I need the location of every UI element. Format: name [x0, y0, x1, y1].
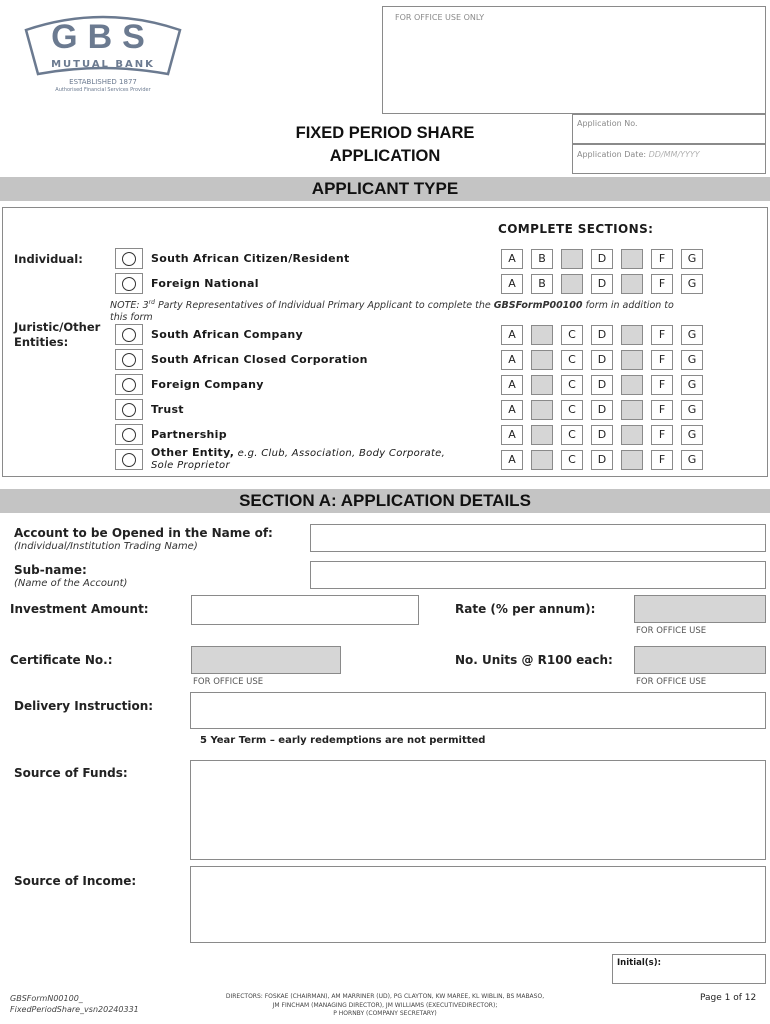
gbs-logo [18, 6, 188, 98]
applicant-type-radio[interactable] [115, 374, 143, 395]
section-cell: G [681, 375, 703, 395]
section-cell [621, 274, 643, 294]
section-cell: F [651, 425, 673, 445]
section-cell [621, 325, 643, 345]
office-use-label: FOR OFFICE USE ONLY [395, 13, 485, 22]
applicant-type-label: Other Entity, e.g. Club, Association, Body Corporate, Sole Proprietor [151, 446, 446, 471]
section-cell [561, 249, 583, 269]
section-cell: D [591, 325, 613, 345]
section-cell [621, 375, 643, 395]
account-name-input[interactable] [310, 524, 766, 552]
section-cell: A [501, 274, 523, 294]
section-cell: C [561, 425, 583, 445]
applicant-type-radio[interactable] [115, 424, 143, 445]
logo-name: GBS [51, 18, 155, 56]
application-date-field[interactable] [572, 144, 766, 174]
section-cell: C [561, 450, 583, 470]
section-cell: F [651, 249, 673, 269]
section-cell [531, 425, 553, 445]
section-cell [531, 375, 553, 395]
certificate-label: Certificate No.: [10, 653, 113, 667]
subname-label: Sub-name: [14, 563, 87, 577]
source-income-label: Source of Income: [14, 874, 137, 888]
section-cell: C [561, 375, 583, 395]
third-party-note: NOTE: 3rd Party Representatives of Individual Primary Applicant to complete the GBSFormP00100 form in addition to this form [110, 299, 674, 324]
section-cell: G [681, 325, 703, 345]
source-funds-input[interactable] [190, 760, 766, 860]
radio-circle-icon[interactable] [122, 353, 136, 367]
initials-box[interactable] [612, 954, 766, 984]
section-cell [531, 450, 553, 470]
rate-label: Rate (% per annum): [455, 602, 596, 616]
section-cell: C [561, 400, 583, 420]
section-cell: D [591, 450, 613, 470]
rate-field [634, 595, 766, 623]
section-cell [621, 450, 643, 470]
page-title-line2: APPLICATION [329, 147, 441, 165]
radio-circle-icon[interactable] [122, 453, 136, 467]
section-cell [621, 400, 643, 420]
section-cell [531, 325, 553, 345]
section-cell [531, 400, 553, 420]
application-date-placeholder: DD/MM/YYYY [648, 150, 700, 159]
form-reference: GBSFormN00100_ FixedPeriodShare_vsn20240331 [10, 994, 139, 1014]
juristic-label: Juristic/Other Entities: [14, 320, 101, 349]
section-cell: F [651, 350, 673, 370]
logo-tagline: Authorised Financial Services Provider [55, 87, 151, 93]
section-cell: G [681, 249, 703, 269]
investment-amount-input[interactable] [191, 595, 419, 625]
radio-circle-icon[interactable] [122, 277, 136, 291]
section-cell [531, 350, 553, 370]
section-cell [621, 350, 643, 370]
certificate-field [191, 646, 341, 674]
section-cell: D [591, 350, 613, 370]
logo-subtitle: MUTUAL BANK [51, 59, 155, 70]
section-cell: B [531, 274, 553, 294]
applicant-type-radio[interactable] [115, 449, 143, 470]
office-use-box [382, 6, 766, 114]
source-funds-label: Source of Funds: [14, 766, 128, 780]
page-title [268, 122, 502, 168]
section-cell: C [561, 325, 583, 345]
term-note: 5 Year Term – early redemptions are not permitted [200, 735, 486, 746]
complete-sections-heading: COMPLETE SECTIONS: [498, 222, 654, 236]
section-cell: D [591, 274, 613, 294]
applicant-type-label: South African Closed Corporation [151, 353, 368, 366]
application-no-field[interactable] [572, 114, 766, 144]
units-label: No. Units @ R100 each: [455, 653, 613, 667]
units-office-use: FOR OFFICE USE [636, 677, 707, 687]
page-title-line1: FIXED PERIOD SHARE [295, 124, 475, 142]
section-cell: F [651, 375, 673, 395]
section-cell: G [681, 450, 703, 470]
rate-office-use: FOR OFFICE USE [636, 626, 707, 636]
radio-circle-icon[interactable] [122, 403, 136, 417]
applicant-type-radio[interactable] [115, 349, 143, 370]
applicant-type-radio[interactable] [115, 324, 143, 345]
section-cell: D [591, 425, 613, 445]
delivery-label: Delivery Instruction: [14, 699, 154, 713]
applicant-type-radio[interactable] [115, 273, 143, 294]
section-cell: A [501, 350, 523, 370]
subname-input[interactable] [310, 561, 766, 589]
section-cell: A [501, 400, 523, 420]
directors-list: DIRECTORS: FOSKAE (CHAIRMAN), AM MARRINER (UD), PG CLAYTON, KW MAREE, KL WIBLIN, BS MABASO, JM FINCHAM (MANAGING DIRECTOR), JM WILLIAMS (EXECUTIVEDIRECTOR); P HORNBY (COMPANY SECRETARY) [225, 993, 545, 1017]
applicant-type-heading: APPLICANT TYPE [0, 177, 770, 201]
section-cell: A [501, 249, 523, 269]
section-cell: F [651, 400, 673, 420]
section-cell: A [501, 325, 523, 345]
investment-amount-label: Investment Amount: [10, 602, 149, 616]
section-cell: D [591, 400, 613, 420]
applicant-type-label: South African Company [151, 328, 304, 341]
applicant-type-radio[interactable] [115, 399, 143, 420]
applicant-type-label: Trust [151, 403, 184, 416]
section-cell: B [531, 249, 553, 269]
section-cell: F [651, 325, 673, 345]
radio-circle-icon[interactable] [122, 428, 136, 442]
section-cell: D [591, 249, 613, 269]
certificate-office-use: FOR OFFICE USE [193, 677, 264, 687]
units-field [634, 646, 766, 674]
section-cell: G [681, 350, 703, 370]
section-cell: A [501, 375, 523, 395]
section-cell: C [561, 350, 583, 370]
section-cell [621, 249, 643, 269]
account-name-hint: (Individual/Institution Trading Name) [14, 541, 198, 552]
source-income-input[interactable] [190, 866, 766, 943]
section-cell: G [681, 274, 703, 294]
subname-hint: (Name of the Account) [14, 578, 128, 589]
applicant-type-label: Partnership [151, 428, 227, 441]
section-cell: A [501, 425, 523, 445]
application-date-label: Application Date: DD/MM/YYYY [577, 150, 700, 159]
radio-circle-icon[interactable] [122, 328, 136, 342]
section-a-heading: SECTION A: APPLICATION DETAILS [0, 489, 770, 513]
page-number: Page 1 of 12 [700, 993, 757, 1003]
logo-established: ESTABLISHED 1877 [69, 78, 137, 86]
section-cell: G [681, 400, 703, 420]
section-cell [621, 425, 643, 445]
initials-label: Initial(s): [617, 958, 661, 968]
applicant-type-label: South African Citizen/Resident [151, 252, 350, 265]
individual-label: Individual: [14, 252, 83, 266]
radio-circle-icon[interactable] [122, 252, 136, 266]
section-cell: A [501, 450, 523, 470]
applicant-type-radio[interactable] [115, 248, 143, 269]
section-cell: D [591, 375, 613, 395]
section-cell: F [651, 274, 673, 294]
section-cell [561, 274, 583, 294]
delivery-input[interactable] [190, 692, 766, 729]
radio-circle-icon[interactable] [122, 378, 136, 392]
application-no-label: Application No. [577, 119, 638, 128]
applicant-type-label: Foreign Company [151, 378, 264, 391]
account-name-label: Account to be Opened in the Name of: [14, 526, 273, 540]
section-cell: F [651, 450, 673, 470]
section-cell: G [681, 425, 703, 445]
applicant-type-label: Foreign National [151, 277, 259, 290]
